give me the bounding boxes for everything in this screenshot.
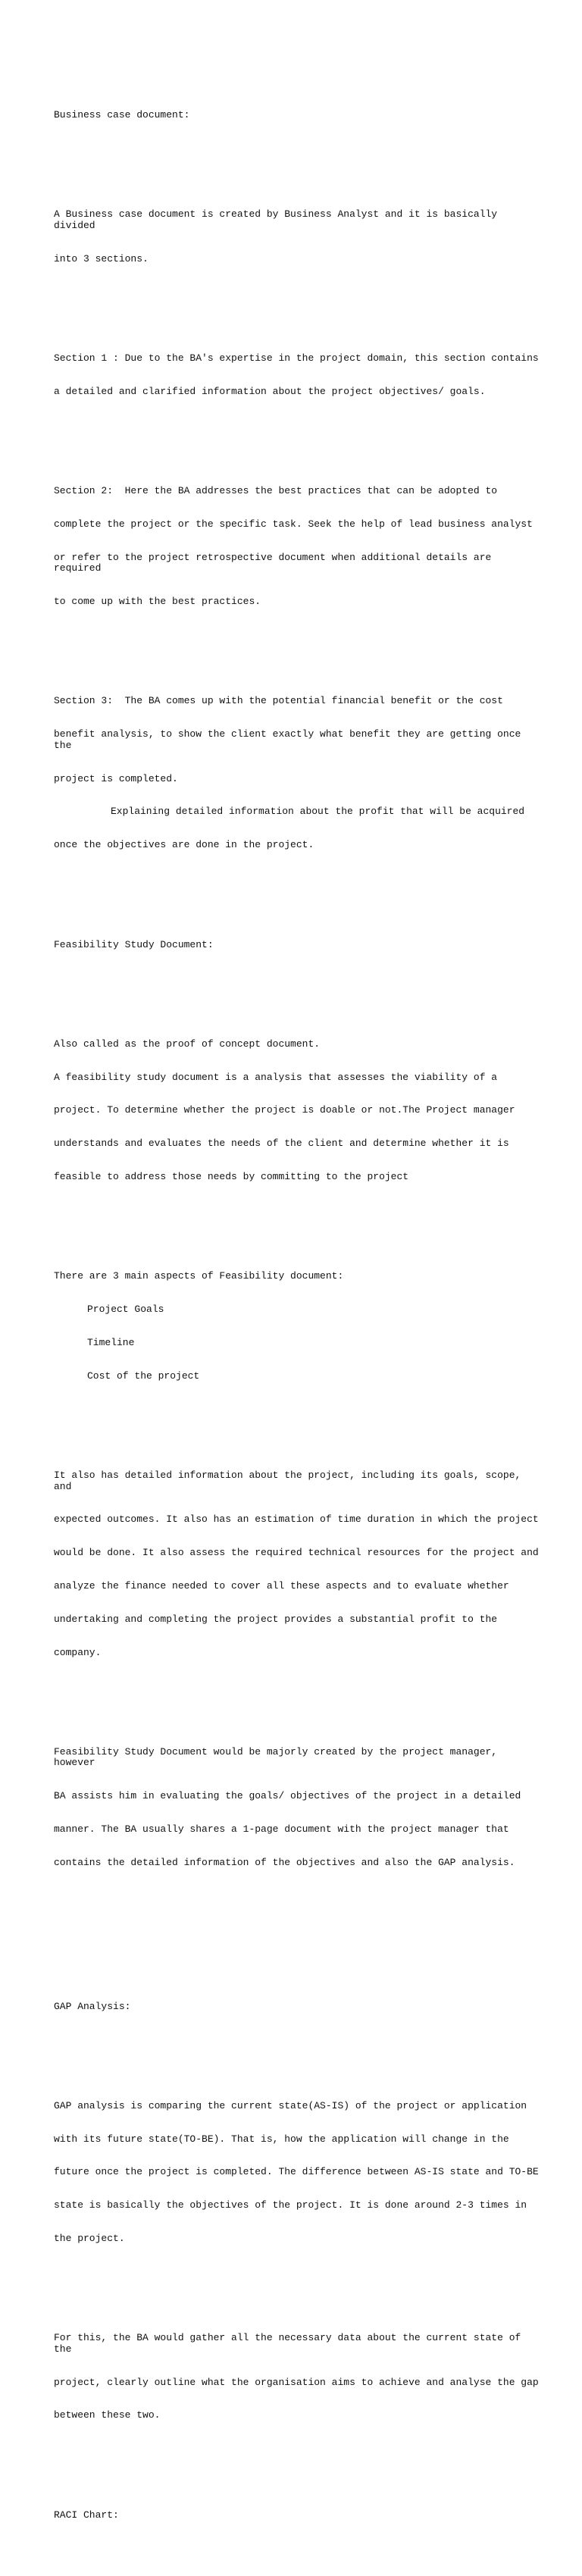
business-case-intro: A Business case document is created by Business Analyst and it is basically divided into 3 sections. xyxy=(54,208,503,264)
gap-detail: For this, the BA would gather all the necessary data about the current state of the project, clearly outline what the organisation aims to achieve and analyse the gap between these two. xyxy=(54,2332,539,2421)
raci-heading: RACI Chart: xyxy=(54,2509,119,2521)
section-3-indented-line: Explaining detailed information about the profit that will be acquired xyxy=(111,806,525,818)
gap-heading: GAP Analysis: xyxy=(54,2000,131,2012)
document-page xyxy=(54,55,539,2576)
feasibility-creator: Feasibility Study Document would be majorly created by the project manager, however BA assists him in evaluating the goals/ objectives of the project in a detailed manner. The BA usually shares a 1-page document with the project manager that contains the detailed information of the objectives and also the GAP analysis. xyxy=(54,1745,521,1868)
feasibility-aspects: There are 3 main aspects of Feasibility document: Project Goals Timeline Cost of the project xyxy=(54,1249,539,1404)
list-item: Timeline xyxy=(87,1336,135,1348)
feasibility-detail: It also has detailed information about the project, including its goals, scope, and expected outcomes. It also has an estimation of time duration in which the project would be done. It also assess the required technical resources for the project and analyze the finance needed to cover all these aspects and to evaluate whether undertaking and completing the project provides a substantial profit to the company. xyxy=(54,1470,539,1658)
section-2-paragraph: Section 2: Here the BA addresses the best practices that can be adopted to complete the project or the specific task. Seek the help of lead business analyst or refer to the project retrospective document when additional details are required to come up with the best practices. xyxy=(54,485,533,608)
gap-intro: GAP analysis is comparing the current state(AS-IS) of the project or application with its future state(TO-BE). That is, how the application will change in the future once the project is completed. The difference between AS-IS state and TO-BE state is basically the objectives of the project. It is done around 2-3 times in the project. xyxy=(54,2099,539,2244)
feasibility-heading: Feasibility Study Document: xyxy=(54,938,214,950)
business-case-heading: Business case document: xyxy=(54,108,190,121)
blank-line xyxy=(54,1935,539,1946)
section-3-paragraph: Section 3: The BA comes up with the potential financial benefit or the cost benefit analysis, to show the client exactly what benefit they are getting once the project is completed. Explaining detailed information about the profit that will be acquired once the objectives are done in the project. xyxy=(54,674,539,873)
section-1-paragraph: Section 1 : Due to the BA's expertise in the project domain, this section contains a detailed and clarified information about the project objectives/ goals. xyxy=(54,352,539,397)
list-item: Cost of the project xyxy=(87,1369,200,1382)
list-item: Project Goals xyxy=(87,1304,164,1316)
feasibility-intro: Also called as the proof of concept document. A feasibility study document is a analysis that assesses the viability of a project. To determine whether the project is doable or not.The Project manager understands and evaluates the needs of the client and determine whether it is feasible to address those needs by committing to the project xyxy=(54,1038,515,1182)
